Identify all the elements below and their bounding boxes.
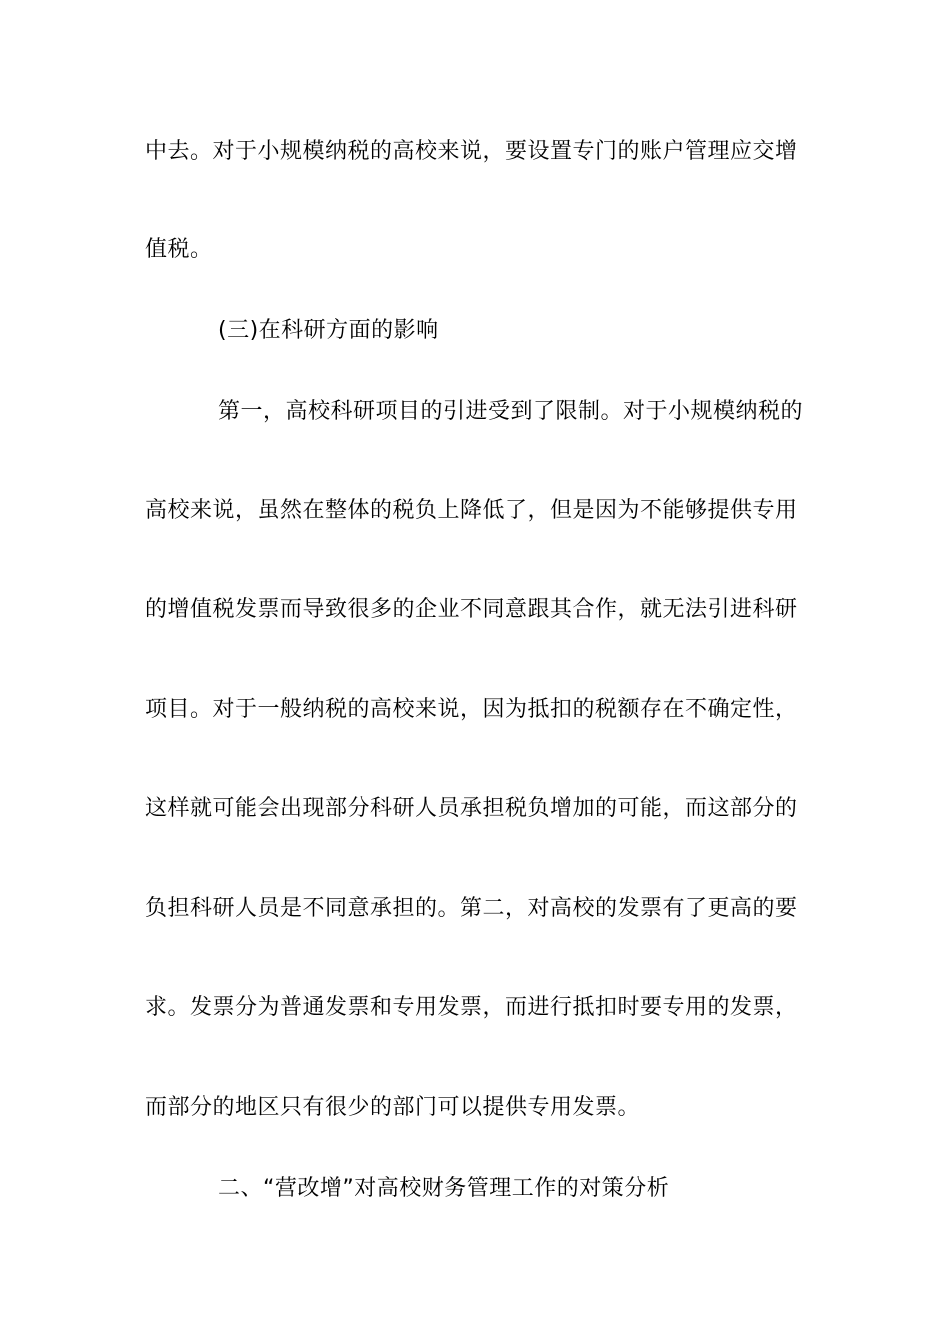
section-heading: (三)在科研方面的影响 [218, 318, 439, 343]
paragraph-line: 负担科研人员是不同意承担的。第二，对高校的发票有了更高的要 [145, 896, 798, 921]
paragraph-line: 中去。对于小规模纳税的高校来说，要设置专门的账户管理应交增 [145, 139, 798, 164]
paragraph-line: 第一，高校科研项目的引进受到了限制。对于小规模纳税的 [218, 399, 804, 424]
paragraph-line: 项目。对于一般纳税的高校来说，因为抵扣的税额存在不确定性， [145, 697, 798, 722]
paragraph-line: 的增值税发票而导致很多的企业不同意跟其合作，就无法引进科研 [145, 597, 798, 622]
paragraph-line: 这样就可能会出现部分科研人员承担税负增加的可能，而这部分的 [145, 796, 798, 821]
paragraph-line: 值税。 [145, 237, 213, 262]
paragraph-line: 高校来说，虽然在整体的税负上降低了，但是因为不能够提供专用 [145, 498, 798, 523]
paragraph-line: 求。发票分为普通发票和专用发票，而进行抵扣时要专用的发票， [145, 995, 798, 1020]
section-heading: 二、“营改增”对高校财务管理工作的对策分析 [218, 1176, 670, 1201]
paragraph-line: 而部分的地区只有很少的部门可以提供专用发票。 [145, 1095, 641, 1120]
